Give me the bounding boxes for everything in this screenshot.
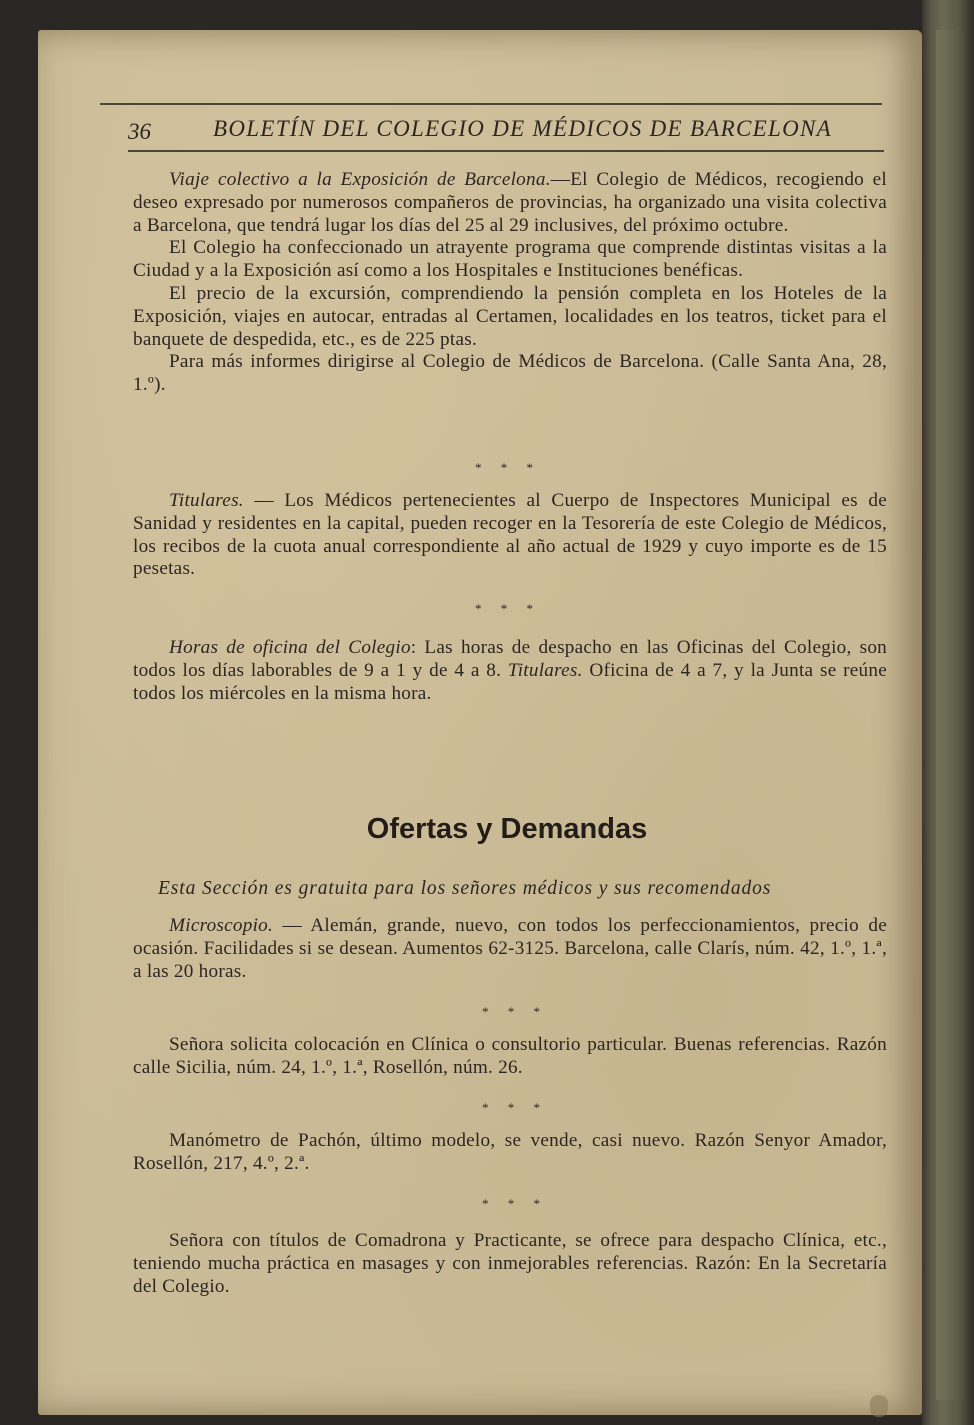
page-corner-mark: [870, 1395, 888, 1417]
ad-senora-colocacion-p: Señora solicita colocación en Clínica o consultorio particular. Buenas referencias. Razón calle Sicilia, núm. 24, 1.º, 1.ª, Rosellón, núm. 26.: [133, 1034, 887, 1078]
header-rule-bottom: [128, 150, 884, 152]
page-number: 36: [128, 119, 151, 144]
notice-horas-p: [133, 637, 887, 705]
separator-2: * * *: [475, 601, 541, 616]
ofertas-subheading: Esta Sección es gratuita para los señores médicos y sus recomendados: [158, 878, 772, 899]
notice-horas-text: : Las horas de despacho en las Oficinas del Colegio, son todos los días laborables de 9 a 1 y de 4 a 8.: [133, 637, 888, 681]
notice-horas-titulares: Titulares.: [507, 659, 583, 681]
separator-5: * * *: [482, 1196, 548, 1211]
notice-viaje-p1: [133, 169, 887, 237]
ad-microscopio-p: [133, 915, 887, 983]
ad-microscopio: [133, 915, 887, 983]
ad-microscopio-text: — Alemán, grande, nuevo, con todos los perfeccionamientos, precio de ocasión. Facilidades si se desean. Aumentos 62-3125. Barcelona, calle Clarís, núm. 42, 1.º, 1.ª, a las 20 horas.: [133, 915, 887, 982]
notice-horas-title: Horas de oficina del Colegio: [169, 637, 411, 658]
notice-viaje-p4: Para más informes dirigirse al Colegio de Médicos de Barcelona. (Calle Santa Ana, 28, 1.º).: [133, 351, 887, 396]
separator-1: * * *: [475, 460, 541, 475]
notice-viaje-text: —El Colegio de Médicos, recogiendo el deseo expresado por numerosos compañeros de provincias, ha organizado una visita colectiva a Barcelona, que tendrá lugar los días del 25 al 29 inclusives, del próximo octubre.: [133, 169, 887, 236]
ad-microscopio-title: Microscopio.: [169, 915, 274, 936]
notice-viaje-title: Viaje colectivo a la Exposición de Barcelona.: [169, 169, 551, 190]
ofertas-heading: Ofertas y Demandas: [366, 813, 648, 845]
notice-titulares-title: Titulares.: [169, 490, 244, 511]
notice-titulares: [133, 490, 887, 581]
notice-titulares-p: [133, 490, 887, 581]
book-spine-edge: [922, 0, 974, 1425]
separator-3: * * *: [482, 1004, 548, 1019]
header-rule-top: [100, 103, 882, 105]
ad-senora-colocacion: [133, 1034, 887, 1080]
notice-viaje-p2: El Colegio ha confeccionado un atrayente programa que comprende distintas visitas a la Ciudad y a la Exposición así como a los Hospitales e Instituciones benéficas.: [133, 237, 887, 282]
separator-4: * * *: [482, 1100, 548, 1115]
notice-horas: [133, 637, 887, 705]
ad-manometro: [133, 1130, 887, 1176]
ad-comadrona-p: Señora con títulos de Comadrona y Practicante, se ofrece para despacho Clínica, etc., teniendo mucha práctica en masages y con inmejorables referencias. Razón: En la Secretaría del Colegio.: [133, 1230, 887, 1297]
running-head: BOLETÍN DEL COLEGIO DE MÉDICOS DE BARCELONA: [213, 116, 832, 141]
notice-viaje: [133, 169, 887, 397]
ad-comadrona: [133, 1230, 887, 1298]
notice-viaje-p3: El precio de la excursión, comprendiendo la pensión completa en los Hoteles de la Exposición, viajes en autocar, entradas al Certamen, localidades en los teatros, ticket para el banquete de despedida, etc., es de 225 ptas.: [133, 282, 887, 350]
ad-manometro-p: Manómetro de Pachón, último modelo, se vende, casi nuevo. Razón Senyor Amador, Rosellón, 217, 4.º, 2.ª.: [133, 1130, 887, 1174]
notice-titulares-text: — Los Médicos pertenecientes al Cuerpo de Inspectores Municipal es de Sanidad y residentes en la capital, pueden recoger en la Tesorería de este Colegio de Médicos, los recibos de la cuota anual correspondiente al año actual de 1929 y cuyo importe es de 15 pesetas.: [133, 490, 887, 580]
notice-horas-text2: Oficina de 4 a 7, y la Junta se reúne todos los miércoles en la misma hora.: [133, 659, 887, 704]
